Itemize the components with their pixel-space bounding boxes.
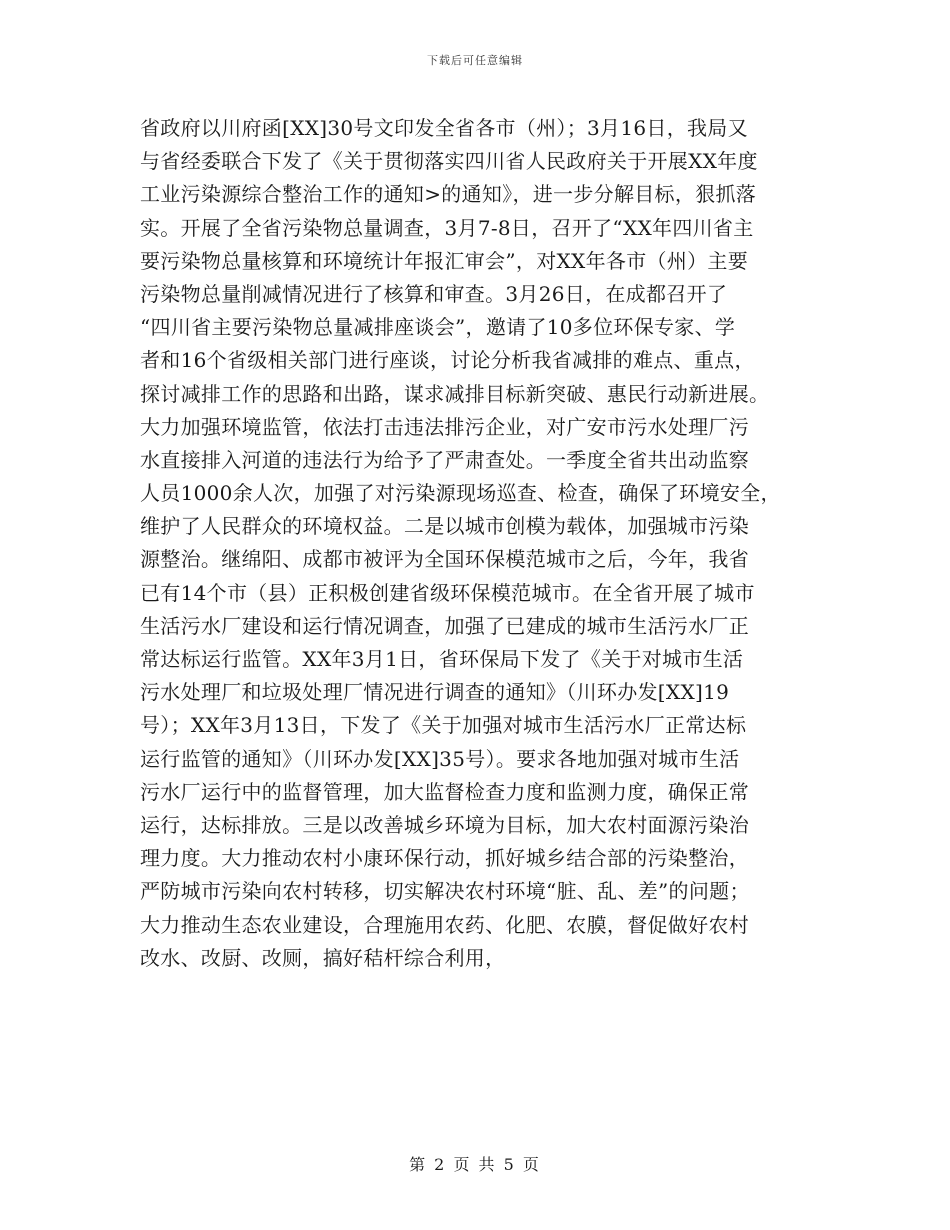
body-line: 大力加强环境监管，依法打击违法排污企业，对广安市污水处理厂污 <box>140 414 749 439</box>
body-line: 已有14个市（县）正积极创建省级环保模范城市。在全省开展了城市 <box>140 580 755 605</box>
body-line: 运行，达标排放。三是以改善城乡环境为目标，加大农村面源污染治 <box>140 812 749 837</box>
body-line: 号）；XX年3月13日，下发了《关于加强对城市生活污水厂正常达标 <box>140 713 747 738</box>
body-line: 源整治。继绵阳、成都市被评为全国环保模范城市之后，今年，我省 <box>140 547 749 572</box>
body-line: 要污染物总量核算和环境统计年报汇审会”，对XX年各市（州）主要 <box>140 248 749 273</box>
body-line: 改水、改厨、改厕，搞好秸杆综合利用， <box>140 945 506 970</box>
body-line: 严防城市污染向农村转移，切实解决农村环境“脏、乱、差”的问题； <box>140 879 750 904</box>
body-line: 者和16个省级相关部门进行座谈，讨论分析我省减排的难点、重点， <box>140 348 755 373</box>
body-line: 常达标运行监管。XX年3月1日，省环保局下发了《关于对城市生活 <box>140 647 744 671</box>
body-line: 大力推动生态农业建设，合理施用农药、化肥、农膜，督促做好农村 <box>140 912 749 937</box>
body-line: 省政府以川府函[XX]30号文印发全省各市（州）；3月16日，我局又 <box>140 116 748 140</box>
body-line: 与省经委联合下发了《关于贯彻落实四川省人民政府关于开展XX年度 <box>140 149 758 174</box>
body-line: “四川省主要污染物总量减排座谈会”，邀请了10多位环保专家、学 <box>140 315 736 340</box>
body-line: 实。开展了全省污染物总量调查，3月7-8日，召开了“XX年四川省主 <box>140 215 754 240</box>
body-line: 探讨减排工作的思路和出路，谋求减排目标新突破、惠民行动新进展。 <box>140 381 770 406</box>
header-note: 下载后可任意编辑 <box>427 54 523 67</box>
body-line: 水直接排入河道的违法行为给予了严肃查处。一季度全省共出动监察 <box>140 447 749 472</box>
body-line: 生活污水厂建设和运行情况调查，加强了已建成的城市生活污水厂正 <box>140 613 749 638</box>
body-line: 污染物总量削减情况进行了核算和审查。3月26日，在成都召开了 <box>140 281 728 306</box>
body-text <box>140 112 840 975</box>
page-number-footer: 第 2 页 共 5 页 <box>409 1155 541 1174</box>
body-line: 维护了人民群众的环境权益。二是以城市创模为载体，加强城市污染 <box>140 514 749 539</box>
body-line: 污水处理厂和垃圾处理厂情况进行调查的通知》（川环办发[XX]19 <box>140 680 730 705</box>
body-line: 理力度。大力推动农村小康环保行动，抓好城乡结合部的污染整治， <box>140 846 749 871</box>
body-line: 工业污染源综合整治工作的通知>的通知》，进一步分解目标，狠抓落 <box>140 182 757 207</box>
body-line: 运行监管的通知》（川环办发[XX]35号）。要求各地加强对城市生活 <box>140 746 740 771</box>
body-line: 污水厂运行中的监督管理，加大监督检查力度和监测力度，确保正常 <box>140 779 749 804</box>
body-line: 人员1000余人次，加强了对污染源现场巡查、检查，确保了环境安全， <box>140 481 781 506</box>
